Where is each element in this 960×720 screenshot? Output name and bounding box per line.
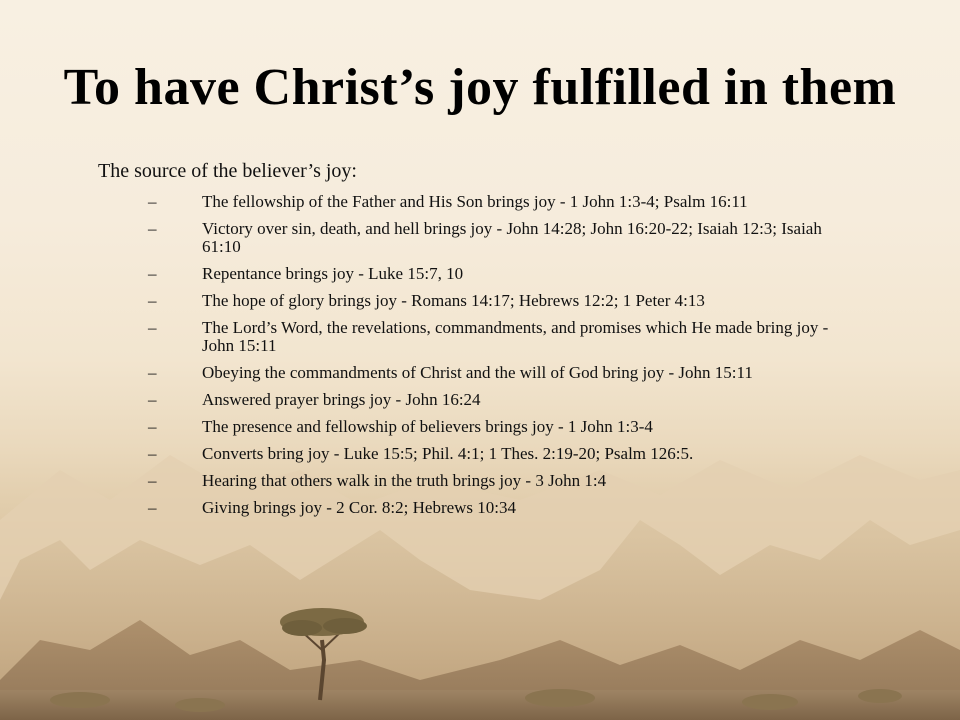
- bullet-dash: –: [148, 291, 157, 310]
- bullet-dash: –: [148, 498, 157, 517]
- list-item: [148, 319, 848, 355]
- list-item-text: Giving brings joy - 2 Cor. 8:2; Hebrews 10:34: [202, 498, 517, 517]
- list-item: [148, 265, 848, 283]
- list-item-text: Converts bring joy - Luke 15:5; Phil. 4:1; 1 Thes. 2:19-20; Psalm 126:5.: [202, 444, 694, 463]
- bullet-dash: –: [148, 318, 157, 337]
- list-item: [148, 292, 848, 310]
- bullet-dash: –: [148, 444, 157, 463]
- list-item-text: The presence and fellowship of believers brings joy - 1 John 1:3-4: [202, 417, 653, 436]
- list-item-text: Victory over sin, death, and hell brings joy - John 14:28; John 16:20-22; Isaiah 12:3; Isaiah 61:10: [202, 219, 822, 256]
- list-item: [148, 499, 848, 517]
- list-item: [148, 391, 848, 409]
- bullet-dash: –: [148, 390, 157, 409]
- list-item: [148, 220, 848, 256]
- subtitle: The source of the believer’s joy:: [98, 160, 357, 182]
- list-item: [148, 418, 848, 436]
- bullet-dash: –: [148, 417, 157, 436]
- slide-title: To have Christ’s joy fulfilled in them: [63, 59, 897, 116]
- bullet-dash: –: [148, 264, 157, 283]
- list-item: [148, 445, 848, 463]
- list-item-text: Answered prayer brings joy - John 16:24: [202, 390, 481, 409]
- bullet-list: [148, 193, 848, 526]
- list-item-text: The fellowship of the Father and His Son brings joy - 1 John 1:3-4; Psalm 16:11: [202, 192, 748, 211]
- bullet-dash: –: [148, 363, 157, 382]
- list-item-text: The hope of glory brings joy - Romans 14:17; Hebrews 12:2; 1 Peter 4:13: [202, 291, 705, 310]
- list-item: [148, 472, 848, 490]
- list-item-text: Obeying the commandments of Christ and the will of God bring joy - John 15:11: [202, 363, 753, 382]
- list-item-text: Hearing that others walk in the truth brings joy - 3 John 1:4: [202, 471, 607, 490]
- bullet-dash: –: [148, 192, 157, 211]
- list-item: [148, 364, 848, 382]
- list-item: [148, 193, 848, 211]
- ground: [0, 690, 960, 720]
- list-item-text: Repentance brings joy - Luke 15:7, 10: [202, 264, 464, 283]
- list-item-text: The Lord’s Word, the revelations, commandments, and promises which He made bring joy - John 15:11: [202, 318, 829, 355]
- bullet-dash: –: [148, 219, 157, 238]
- bullet-dash: –: [148, 471, 157, 490]
